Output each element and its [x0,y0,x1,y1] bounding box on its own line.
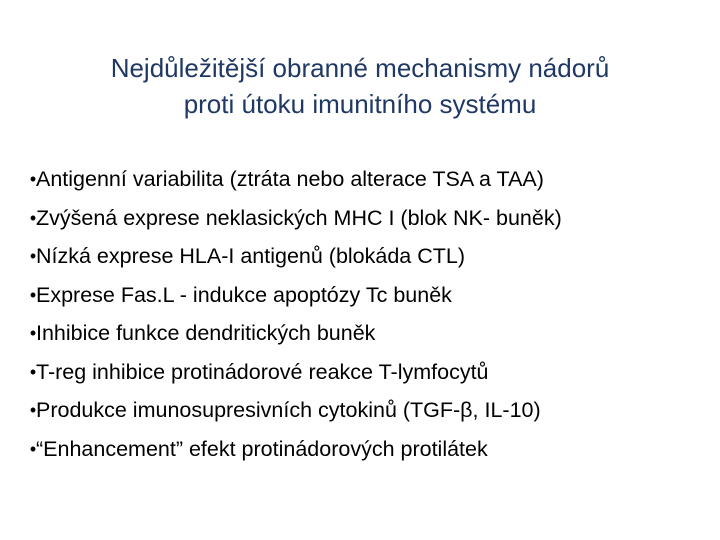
bullet-list [28,160,708,468]
bullet-text: Exprese Fas.L - indukce apoptózy Tc buněk [36,282,452,307]
bullet-text: Inhibice funkce dendritických buněk [36,321,376,345]
title-line-2: proti útoku imunitního systému [183,89,537,119]
bullet-icon: • [29,169,37,189]
bullet-item [28,160,708,199]
bullet-icon: • [29,323,37,343]
bullet-icon: • [29,284,37,305]
bullet-text: T-reg inhibice protinádorové reakce T-lymfocytů [36,359,489,384]
bullet-text: Zvýšená exprese neklasických MHC I (blok NK- buněk) [36,205,562,230]
bullet-icon: • [29,361,37,382]
bullet-item [28,237,708,276]
bullet-text: Produkce imunosupresivních cytokinů (TGF-β, IL-10) [36,398,541,422]
bullet-icon: • [29,400,37,420]
bullet-item [28,276,708,315]
title-line-1: Nejdůležitější obranné mechanismy nádorů [110,53,610,83]
bullet-text: Nízká exprese HLA-I antigenů (blokáda CTL) [36,244,466,268]
bullet-item [28,353,708,392]
bullet-icon: • [29,438,37,459]
bullet-icon: • [29,207,37,228]
bullet-text: Antigenní variabilita (ztráta nebo alterace TSA a TAA) [36,167,544,191]
bullet-item [28,199,708,238]
bullet-item [28,391,708,430]
slide-title [20,50,700,122]
bullet-icon: • [29,246,37,266]
bullet-item [28,430,708,469]
bullet-text: “Enhancement” efekt protinádorových protilátek [36,436,488,461]
bullet-item [28,314,708,353]
